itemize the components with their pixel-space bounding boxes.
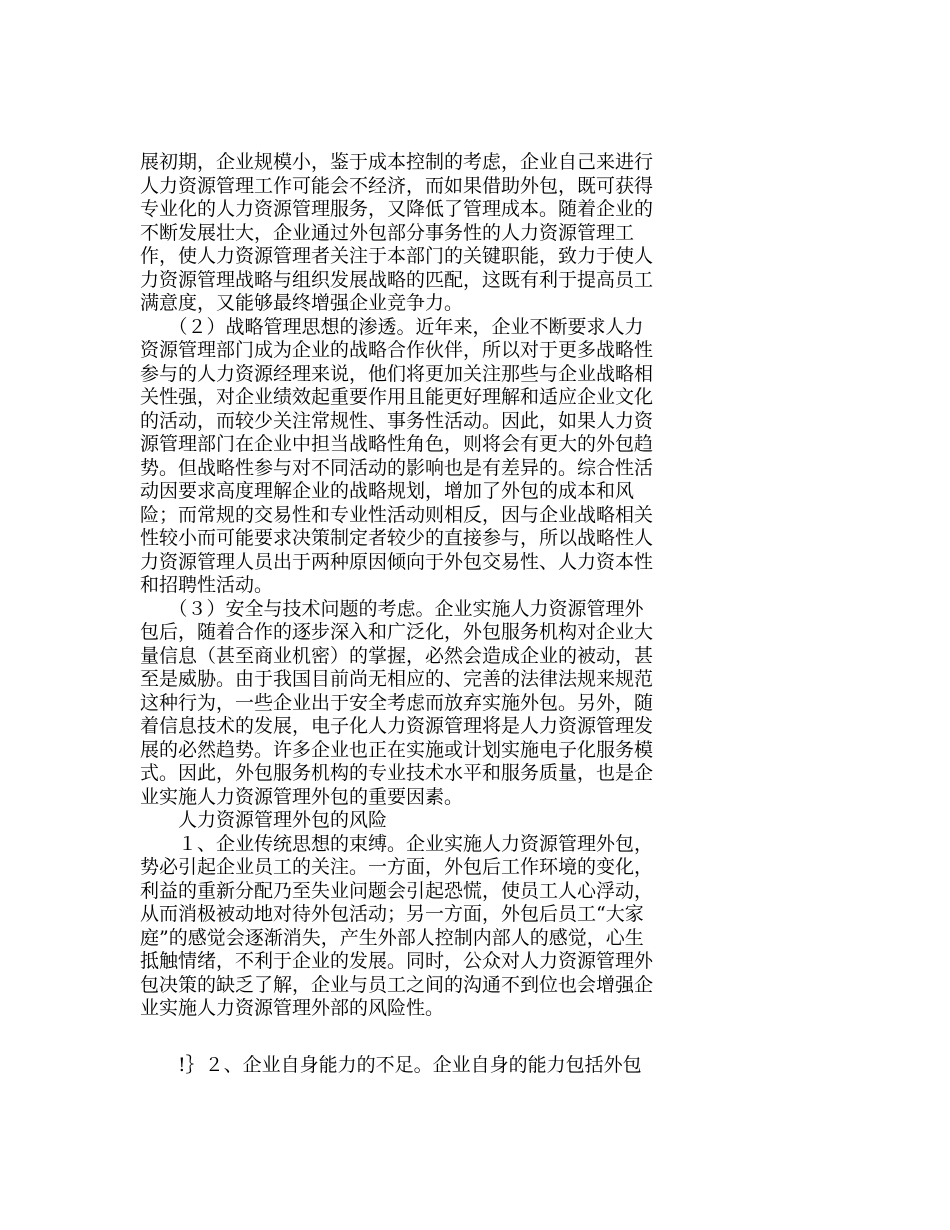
text-line: 势。但战略性参与对不同活动的影响也是有差异的。综合性活 [140, 456, 654, 479]
text-line: 业实施人力资源管理外包的重要因素。 [140, 785, 464, 808]
text-line: 业实施人力资源管理外部的风险性。 [140, 997, 445, 1019]
text-line: 着信息技术的发展，电子化人力资源管理将是人力资源管理发 [140, 715, 654, 737]
text-line: 这种行为，一些企业出于安全考虑而放弃实施外包。另外，随 [140, 691, 654, 714]
text-line: 人力资源管理工作可能会不经济，而如果借助外包，既可获得 [140, 174, 654, 197]
paragraph-gap [140, 1021, 740, 1054]
text-line: 动因要求高度理解企业的战略规划，增加了外包的成本和风 [140, 480, 635, 502]
text-line: （２）战略管理思想的渗透。近年来，企业不断要求人力 [140, 315, 644, 338]
text-line: 参与的人力资源经理来说，他们将更加关注那些与企业战略相 [140, 362, 654, 385]
document-body [140, 151, 740, 1077]
paragraph-group-main [140, 151, 740, 1021]
text-line: 和招聘性活动。 [140, 574, 274, 596]
text-line: 的活动，而较少关注常规性、事务性活动。因此，如果人力资 [140, 409, 654, 432]
text-line: !｝２、企业自身能力的不足。企业自身的能力包括外包 [140, 1053, 642, 1076]
text-line: 性较小而可能要求决策制定者较少的直接参与，所以战略性人 [140, 527, 654, 549]
text-line: 包决策的缺乏了解，企业与员工之间的沟通不到位也会增强企 [140, 973, 654, 996]
text-line: 满意度，又能够最终增强企业竞争力。 [140, 292, 464, 314]
text-line: 利益的重新分配乃至失业问题会引起恐慌，使员工人心浮动， [140, 879, 654, 902]
paragraph-group-continued [140, 1054, 740, 1078]
text-line: 势必引起企业员工的关注。一方面，外包后工作环境的变化， [140, 856, 654, 878]
text-line: 力资源管理战略与组织发展战略的匹配，这既有利于提高员工 [140, 268, 654, 291]
text-line: 抵触情绪，不利于企业的发展。同时，公众对人力资源管理外 [140, 950, 654, 972]
text-line: 力资源管理人员出于两种原因倾向于外包交易性、人力资本性 [140, 550, 654, 573]
text-line: 展初期，企业规模小，鉴于成本控制的考虑，企业自己来进行 [140, 151, 654, 173]
text-line: 源管理部门在企业中担当战略性角色，则将会有更大的外包趋 [140, 433, 654, 455]
text-line: 包后，随着合作的逐步深入和广泛化，外包服务机构对企业大 [140, 621, 654, 643]
text-line: 至是威胁。由于我国目前尚无相应的、完善的法律法规来规范 [140, 668, 654, 690]
text-line: １、企业传统思想的束缚。企业实施人力资源管理外包， [140, 832, 654, 855]
text-line: 险；而常规的交易性和专业性活动则相反，因与企业战略相关 [140, 503, 654, 526]
section-heading: 人力资源管理外包的风险 [140, 809, 388, 831]
text-line: 专业化的人力资源管理服务，又降低了管理成本。随着企业的 [140, 198, 654, 220]
text-line: 式。因此，外包服务机构的专业技术水平和服务质量，也是企 [140, 762, 654, 784]
text-line: 庭”的感觉会逐渐消失，产生外部人控制内部人的感觉，心生 [140, 926, 644, 949]
text-line: 从而消极被动地对待外包活动；另一方面，外包后员工“大家 [140, 903, 644, 925]
text-line: 量信息（甚至商业机密）的掌握，必然会造成企业的被动，甚 [140, 644, 654, 667]
text-line: 关性强，对企业绩效起重要作用且能更好理解和适应企业文化 [140, 386, 654, 408]
text-line: 展的必然趋势。许多企业也正在实施或计划实施电子化服务模 [140, 738, 654, 761]
text-line: 资源管理部门成为企业的战略合作伙伴，所以对于更多战略性 [140, 339, 654, 361]
text-line: 不断发展壮大，企业通过外包部分事务性的人力资源管理工 [140, 221, 635, 244]
text-line: 作，使人力资源管理者关注于本部门的关键职能，致力于使人 [140, 245, 654, 267]
text-line: （３）安全与技术问题的考虑。企业实施人力资源管理外 [140, 597, 644, 620]
